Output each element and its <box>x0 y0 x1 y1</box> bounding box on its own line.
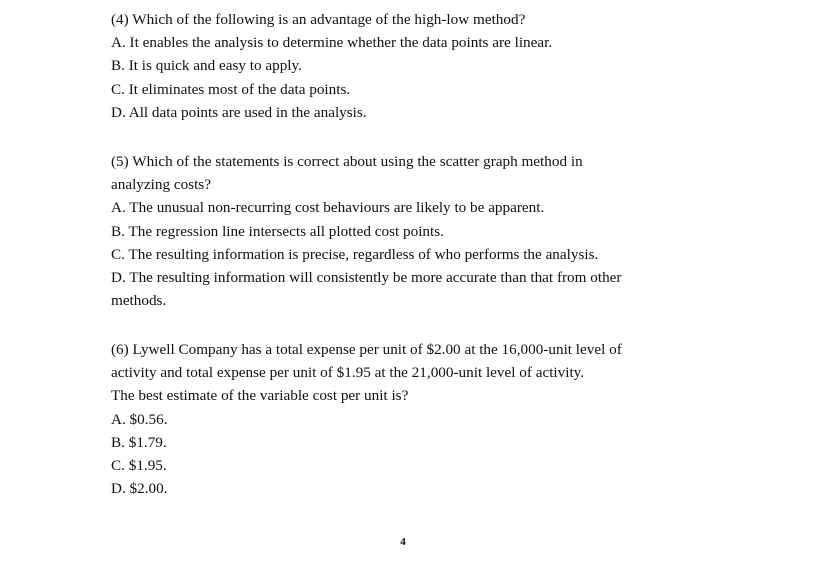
question-4-option-c: C. It eliminates most of the data points. <box>111 80 351 98</box>
question-4-option-d: D. All data points are used in the analysis. <box>111 103 367 121</box>
question-6-option-a: A. $0.56. <box>111 410 168 428</box>
question-5-stem-line-2: analyzing costs? <box>111 176 211 194</box>
question-4 <box>111 8 711 124</box>
question-6-option-c: C. $1.95. <box>111 457 167 475</box>
question-6-stem-line-1: (6) Lywell Company has a total expense per unit of $2.00 at the 16,000-unit level of <box>111 341 622 358</box>
page-number: 4 <box>400 536 406 548</box>
question-5-option-d-continued: methods. <box>111 292 167 310</box>
question-6-option-b: B. $1.79. <box>111 433 167 451</box>
question-5-option-b: B. The regression line intersects all plotted cost points. <box>111 222 444 240</box>
question-6-stem-line-3: The best estimate of the variable cost per unit is? <box>111 387 409 405</box>
question-5 <box>111 150 711 312</box>
question-4-option-a: A. It enables the analysis to determine whether the data points are linear. <box>111 34 553 52</box>
question-4-option-b: B. It is quick and easy to apply. <box>111 57 302 75</box>
question-5-option-d: D. The resulting information will consistently be more accurate than that from other <box>111 269 622 287</box>
question-4-stem: (4) Which of the following is an advantage of the high-low method? <box>111 11 526 28</box>
question-5-option-a: A. The unusual non-recurring cost behaviours are likely to be apparent. <box>111 199 545 217</box>
question-6-stem-line-2: activity and total expense per unit of $1.95 at the 21,000-unit level of activity. <box>111 364 585 382</box>
question-6 <box>111 338 711 500</box>
question-6-option-d: D. $2.00. <box>111 480 168 498</box>
question-5-option-c: C. The resulting information is precise, regardless of who performs the analysis. <box>111 245 599 263</box>
question-5-stem-line-1: (5) Which of the statements is correct about using the scatter graph method in <box>111 153 583 170</box>
